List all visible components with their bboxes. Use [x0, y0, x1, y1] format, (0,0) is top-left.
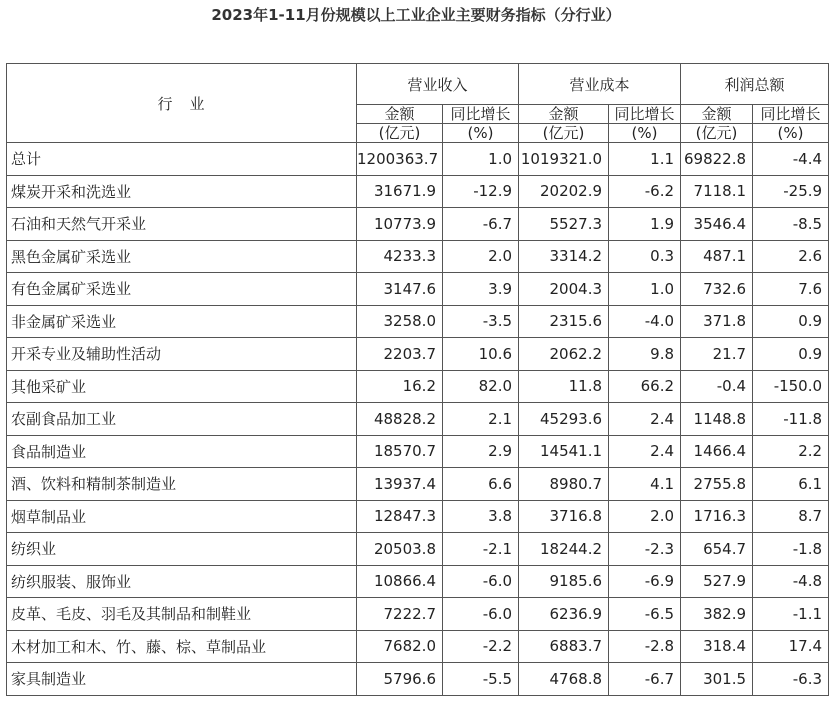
profit-growth-cell: 0.9	[753, 338, 829, 371]
table-row	[7, 143, 829, 176]
cost-growth-cell: -6.2	[609, 175, 681, 208]
cost-growth-cell: -6.7	[609, 663, 681, 696]
cost-amount-cell: 1019321.0	[519, 143, 609, 176]
cost-amount-cell: 6236.9	[519, 598, 609, 631]
cost-growth-cell: 2.0	[609, 500, 681, 533]
profit-amount-cell: 527.9	[681, 565, 753, 598]
profit-amount-cell: 69822.8	[681, 143, 753, 176]
industry-name-cell: 煤炭开采和洗选业	[7, 175, 357, 208]
profit-growth-cell: -150.0	[753, 370, 829, 403]
table-row	[7, 435, 829, 468]
table-row	[7, 533, 829, 566]
profit-growth-cell: -1.8	[753, 533, 829, 566]
cost-amount-unit: (亿元)	[519, 124, 609, 143]
profit-amount-cell: 371.8	[681, 305, 753, 338]
cost-growth-cell: -4.0	[609, 305, 681, 338]
profit-growth-cell: -1.1	[753, 598, 829, 631]
industry-name-cell: 农副食品加工业	[7, 403, 357, 436]
industry-name-cell: 总计	[7, 143, 357, 176]
cost-growth-cell: -2.8	[609, 630, 681, 663]
revenue-amount-cell: 3258.0	[357, 305, 443, 338]
cost-growth-cell: -2.3	[609, 533, 681, 566]
cost-growth-cell: 4.1	[609, 468, 681, 501]
cost-group-header: 营业成本	[519, 64, 681, 105]
profit-growth-cell: -6.3	[753, 663, 829, 696]
profit-growth-unit: (%)	[753, 124, 829, 143]
revenue-amount-cell: 12847.3	[357, 500, 443, 533]
revenue-amount-cell: 1200363.7	[357, 143, 443, 176]
cost-amount-cell: 2004.3	[519, 273, 609, 306]
table-row	[7, 500, 829, 533]
cost-amount-header: 金额	[519, 105, 609, 124]
revenue-amount-cell: 31671.9	[357, 175, 443, 208]
profit-amount-cell: 654.7	[681, 533, 753, 566]
revenue-growth-cell: 1.0	[443, 143, 519, 176]
table-row	[7, 663, 829, 696]
table-row	[7, 338, 829, 371]
cost-amount-cell: 2315.6	[519, 305, 609, 338]
table-row	[7, 403, 829, 436]
table-row	[7, 240, 829, 273]
profit-amount-cell: 732.6	[681, 273, 753, 306]
revenue-growth-unit: (%)	[443, 124, 519, 143]
revenue-growth-cell: -6.0	[443, 598, 519, 631]
revenue-amount-cell: 18570.7	[357, 435, 443, 468]
profit-growth-cell: 6.1	[753, 468, 829, 501]
revenue-growth-cell: 2.9	[443, 435, 519, 468]
revenue-amount-cell: 7222.7	[357, 598, 443, 631]
revenue-growth-cell: 3.9	[443, 273, 519, 306]
revenue-amount-cell: 7682.0	[357, 630, 443, 663]
cost-growth-cell: 2.4	[609, 403, 681, 436]
cost-growth-cell: 66.2	[609, 370, 681, 403]
industry-name-cell: 开采专业及辅助性活动	[7, 338, 357, 371]
profit-growth-cell: -8.5	[753, 208, 829, 241]
revenue-amount-cell: 48828.2	[357, 403, 443, 436]
profit-amount-cell: 2755.8	[681, 468, 753, 501]
profit-growth-header: 同比增长	[753, 105, 829, 124]
profit-growth-cell: 7.6	[753, 273, 829, 306]
industry-name-cell: 纺织业	[7, 533, 357, 566]
revenue-amount-cell: 20503.8	[357, 533, 443, 566]
profit-growth-cell: 17.4	[753, 630, 829, 663]
industry-name-cell: 木材加工和木、竹、藤、棕、草制品业	[7, 630, 357, 663]
industry-name-cell: 食品制造业	[7, 435, 357, 468]
table-row	[7, 175, 829, 208]
cost-growth-cell: 1.0	[609, 273, 681, 306]
industry-name-cell: 有色金属矿采选业	[7, 273, 357, 306]
industry-name-cell: 其他采矿业	[7, 370, 357, 403]
table-row	[7, 630, 829, 663]
profit-amount-cell: 301.5	[681, 663, 753, 696]
cost-growth-cell: 9.8	[609, 338, 681, 371]
cost-amount-cell: 6883.7	[519, 630, 609, 663]
revenue-growth-cell: 2.0	[443, 240, 519, 273]
cost-growth-cell: -6.5	[609, 598, 681, 631]
revenue-growth-cell: -6.7	[443, 208, 519, 241]
revenue-amount-cell: 10866.4	[357, 565, 443, 598]
profit-amount-cell: -0.4	[681, 370, 753, 403]
revenue-group-header: 营业收入	[357, 64, 519, 105]
industry-name-cell: 家具制造业	[7, 663, 357, 696]
revenue-growth-cell: -2.2	[443, 630, 519, 663]
revenue-amount-cell: 16.2	[357, 370, 443, 403]
profit-amount-cell: 1716.3	[681, 500, 753, 533]
cost-growth-cell: 1.1	[609, 143, 681, 176]
table-row	[7, 273, 829, 306]
revenue-amount-cell: 5796.6	[357, 663, 443, 696]
cost-amount-cell: 4768.8	[519, 663, 609, 696]
revenue-growth-cell: 6.6	[443, 468, 519, 501]
cost-amount-cell: 3314.2	[519, 240, 609, 273]
profit-amount-cell: 318.4	[681, 630, 753, 663]
page-title: 2023年1-11月份规模以上工业企业主要财务指标（分行业）	[211, 6, 621, 24]
profit-growth-cell: 8.7	[753, 500, 829, 533]
cost-amount-cell: 20202.9	[519, 175, 609, 208]
table-row	[7, 208, 829, 241]
cost-amount-cell: 14541.1	[519, 435, 609, 468]
revenue-growth-header: 同比增长	[443, 105, 519, 124]
profit-growth-cell: -11.8	[753, 403, 829, 436]
profit-amount-unit: (亿元)	[681, 124, 753, 143]
cost-amount-cell: 11.8	[519, 370, 609, 403]
financial-indicators-table	[6, 63, 829, 696]
revenue-growth-cell: -3.5	[443, 305, 519, 338]
cost-growth-cell: 0.3	[609, 240, 681, 273]
revenue-growth-cell: -12.9	[443, 175, 519, 208]
industry-name-cell: 黑色金属矿采选业	[7, 240, 357, 273]
revenue-growth-cell: 82.0	[443, 370, 519, 403]
profit-group-header: 利润总额	[681, 64, 829, 105]
profit-amount-cell: 487.1	[681, 240, 753, 273]
profit-amount-cell: 21.7	[681, 338, 753, 371]
cost-growth-header: 同比增长	[609, 105, 681, 124]
profit-growth-cell: -4.4	[753, 143, 829, 176]
revenue-amount-cell: 4233.3	[357, 240, 443, 273]
profit-amount-header: 金额	[681, 105, 753, 124]
profit-growth-cell: -4.8	[753, 565, 829, 598]
revenue-amount-cell: 2203.7	[357, 338, 443, 371]
cost-growth-unit: (%)	[609, 124, 681, 143]
revenue-growth-cell: 10.6	[443, 338, 519, 371]
cost-growth-cell: 1.9	[609, 208, 681, 241]
profit-amount-cell: 1148.8	[681, 403, 753, 436]
revenue-amount-unit: (亿元)	[357, 124, 443, 143]
cost-amount-cell: 5527.3	[519, 208, 609, 241]
cost-amount-cell: 2062.2	[519, 338, 609, 371]
table-row	[7, 305, 829, 338]
profit-growth-cell: 2.6	[753, 240, 829, 273]
cost-amount-cell: 8980.7	[519, 468, 609, 501]
industry-name-cell: 非金属矿采选业	[7, 305, 357, 338]
profit-amount-cell: 382.9	[681, 598, 753, 631]
profit-growth-cell: -25.9	[753, 175, 829, 208]
cost-amount-cell: 18244.2	[519, 533, 609, 566]
revenue-growth-cell: -6.0	[443, 565, 519, 598]
cost-amount-cell: 3716.8	[519, 500, 609, 533]
table-row	[7, 598, 829, 631]
industry-name-cell: 烟草制品业	[7, 500, 357, 533]
industry-name-cell: 酒、饮料和精制茶制造业	[7, 468, 357, 501]
revenue-growth-cell: -2.1	[443, 533, 519, 566]
profit-growth-cell: 0.9	[753, 305, 829, 338]
revenue-growth-cell: 3.8	[443, 500, 519, 533]
cost-growth-cell: 2.4	[609, 435, 681, 468]
profit-amount-cell: 1466.4	[681, 435, 753, 468]
revenue-amount-cell: 10773.9	[357, 208, 443, 241]
profit-growth-cell: 2.2	[753, 435, 829, 468]
revenue-amount-cell: 13937.4	[357, 468, 443, 501]
revenue-growth-cell: 2.1	[443, 403, 519, 436]
industry-name-cell: 纺织服装、服饰业	[7, 565, 357, 598]
cost-amount-cell: 45293.6	[519, 403, 609, 436]
table-row	[7, 565, 829, 598]
profit-amount-cell: 3546.4	[681, 208, 753, 241]
revenue-amount-header: 金额	[357, 105, 443, 124]
cost-growth-cell: -6.9	[609, 565, 681, 598]
profit-amount-cell: 7118.1	[681, 175, 753, 208]
cost-amount-cell: 9185.6	[519, 565, 609, 598]
industry-column-header: 行 业	[7, 64, 357, 143]
industry-name-cell: 皮革、毛皮、羽毛及其制品和制鞋业	[7, 598, 357, 631]
revenue-amount-cell: 3147.6	[357, 273, 443, 306]
table-row	[7, 370, 829, 403]
table-row	[7, 468, 829, 501]
industry-name-cell: 石油和天然气开采业	[7, 208, 357, 241]
revenue-growth-cell: -5.5	[443, 663, 519, 696]
